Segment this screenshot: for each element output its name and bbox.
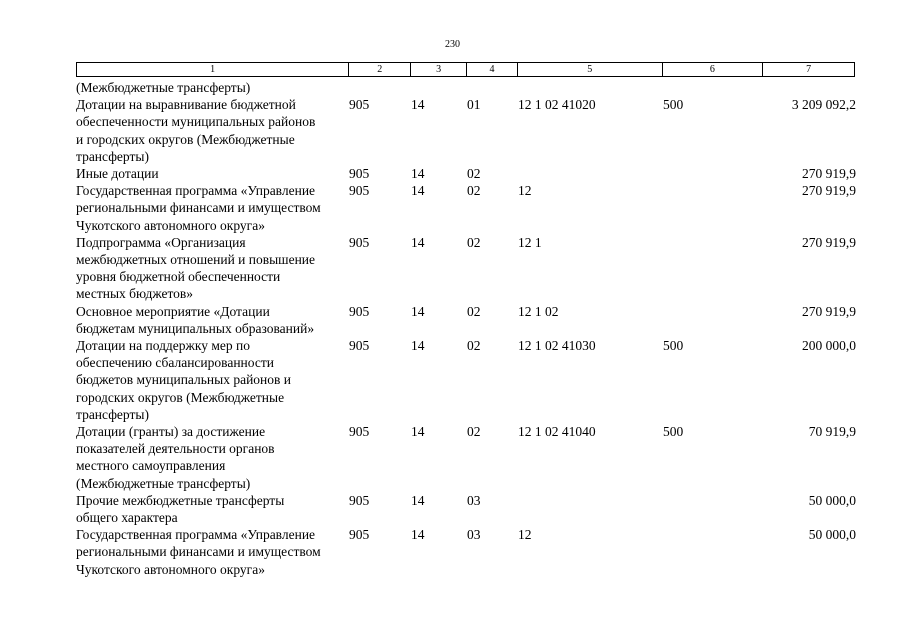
table-row (76, 96, 856, 165)
table-row (76, 423, 856, 492)
row-amount: 3 209 092,2 (791, 97, 856, 113)
header-col-7: 7 (806, 64, 812, 75)
row-section: 14 (411, 166, 425, 182)
row-expense-type (663, 303, 764, 337)
row-amount: 200 000,0 (802, 338, 856, 354)
table-row (76, 165, 856, 182)
row-section: 14 (411, 527, 425, 543)
row-ministry-code: 905 (349, 424, 370, 440)
row-expense-type (663, 165, 764, 182)
row-subsection (467, 79, 518, 96)
row-ministry-code (349, 79, 411, 96)
row-subsection: 02 (467, 338, 481, 354)
row-section: 14 (411, 424, 425, 440)
row-name: Дотации (гранты) за достижение показателей деятельности органов местного самоуправления (Межбюджетные трансферты) (76, 424, 275, 491)
row-target-article: 12 1 02 (518, 303, 559, 319)
row-subsection: 01 (467, 97, 481, 113)
row-subsection: 02 (467, 234, 481, 250)
row-target-article (518, 79, 663, 96)
header-col-6: 6 (663, 63, 764, 76)
header-col-5: 5 (518, 63, 663, 76)
row-ministry-code: 905 (349, 527, 370, 543)
table-row (76, 337, 856, 423)
table-row (76, 303, 856, 337)
row-section: 14 (411, 97, 425, 113)
row-amount: 270 919,9 (802, 183, 856, 199)
row-section: 14 (411, 183, 425, 199)
row-target-article: 12 1 02 41040 (518, 424, 596, 440)
row-section: 14 (411, 234, 425, 250)
row-subsection: 03 (467, 527, 481, 543)
row-name: Прочие межбюджетные трансферты общего характера (76, 492, 285, 526)
row-subsection: 03 (467, 492, 481, 508)
row-amount: 50 000,0 (808, 527, 856, 543)
header-col-3: 3 (411, 63, 467, 76)
row-target-article: 12 1 02 41030 (518, 338, 596, 354)
table-row (76, 182, 856, 234)
row-expense-type (663, 234, 764, 303)
row-ministry-code: 905 (349, 234, 370, 250)
row-ministry-code: 905 (349, 97, 370, 113)
row-name: (Межбюджетные трансферты) (76, 80, 251, 95)
row-expense-type: 500 (663, 424, 684, 440)
row-section: 14 (411, 338, 425, 354)
header-col-2: 2 (349, 63, 411, 76)
row-name: Государственная программа «Управление региональными финансами и имуществом Чукотского автономного округа» (76, 527, 321, 577)
row-target-article: 12 (518, 527, 532, 543)
row-name: Дотации на поддержку мер по обеспечению сбалансированности бюджетов муниципальных районов и городских округов (Межбюджетные трансферты) (76, 338, 292, 422)
row-amount: 270 919,9 (802, 234, 856, 250)
row-section: 14 (411, 303, 425, 319)
page-number: 230 (445, 39, 460, 50)
table-row (76, 234, 856, 303)
row-expense-type (663, 492, 764, 526)
header-col-1: 1 (77, 63, 349, 76)
row-amount (764, 79, 856, 96)
table-row (76, 492, 856, 526)
row-ministry-code: 905 (349, 338, 370, 354)
row-name: Государственная программа «Управление региональными финансами и имуществом Чукотского автономного округа» (76, 183, 321, 233)
row-section: 14 (411, 492, 425, 508)
row-expense-type (663, 79, 764, 96)
row-name: Дотации на выравнивание бюджетной обеспеченности муниципальных районов и городских округов (Межбюджетные трансферты) (76, 97, 316, 164)
row-target-article: 12 1 (518, 234, 542, 250)
row-amount: 70 919,9 (808, 424, 856, 440)
row-target-article: 12 (518, 183, 532, 199)
row-subsection: 02 (467, 166, 481, 182)
row-subsection: 02 (467, 424, 481, 440)
row-section (411, 79, 467, 96)
row-ministry-code: 905 (349, 492, 370, 508)
row-amount: 270 919,9 (802, 166, 856, 182)
row-target-article: 12 1 02 41020 (518, 97, 596, 113)
row-expense-type (663, 182, 764, 234)
row-ministry-code: 905 (349, 183, 370, 199)
row-amount: 270 919,9 (802, 303, 856, 319)
row-expense-type (663, 526, 764, 578)
table-body (76, 79, 856, 578)
row-amount: 50 000,0 (808, 492, 856, 508)
header-col-4: 4 (467, 63, 518, 76)
row-subsection: 02 (467, 183, 481, 199)
table-row (76, 526, 856, 578)
row-ministry-code: 905 (349, 166, 370, 182)
row-name: Подпрограмма «Организация межбюджетных отношений и повышение уровня бюджетной обеспеченности местных бюджетов» (76, 234, 316, 302)
row-target-article (518, 165, 663, 182)
row-expense-type: 500 (663, 338, 684, 354)
row-name: Основное мероприятие «Дотации бюджетам муниципальных образований» (76, 303, 315, 336)
row-target-article (518, 492, 663, 526)
row-subsection: 02 (467, 303, 481, 319)
table-header (76, 62, 855, 77)
table-row (76, 79, 856, 96)
row-expense-type: 500 (663, 97, 684, 113)
row-ministry-code: 905 (349, 303, 370, 319)
row-name: Иные дотации (76, 166, 159, 182)
